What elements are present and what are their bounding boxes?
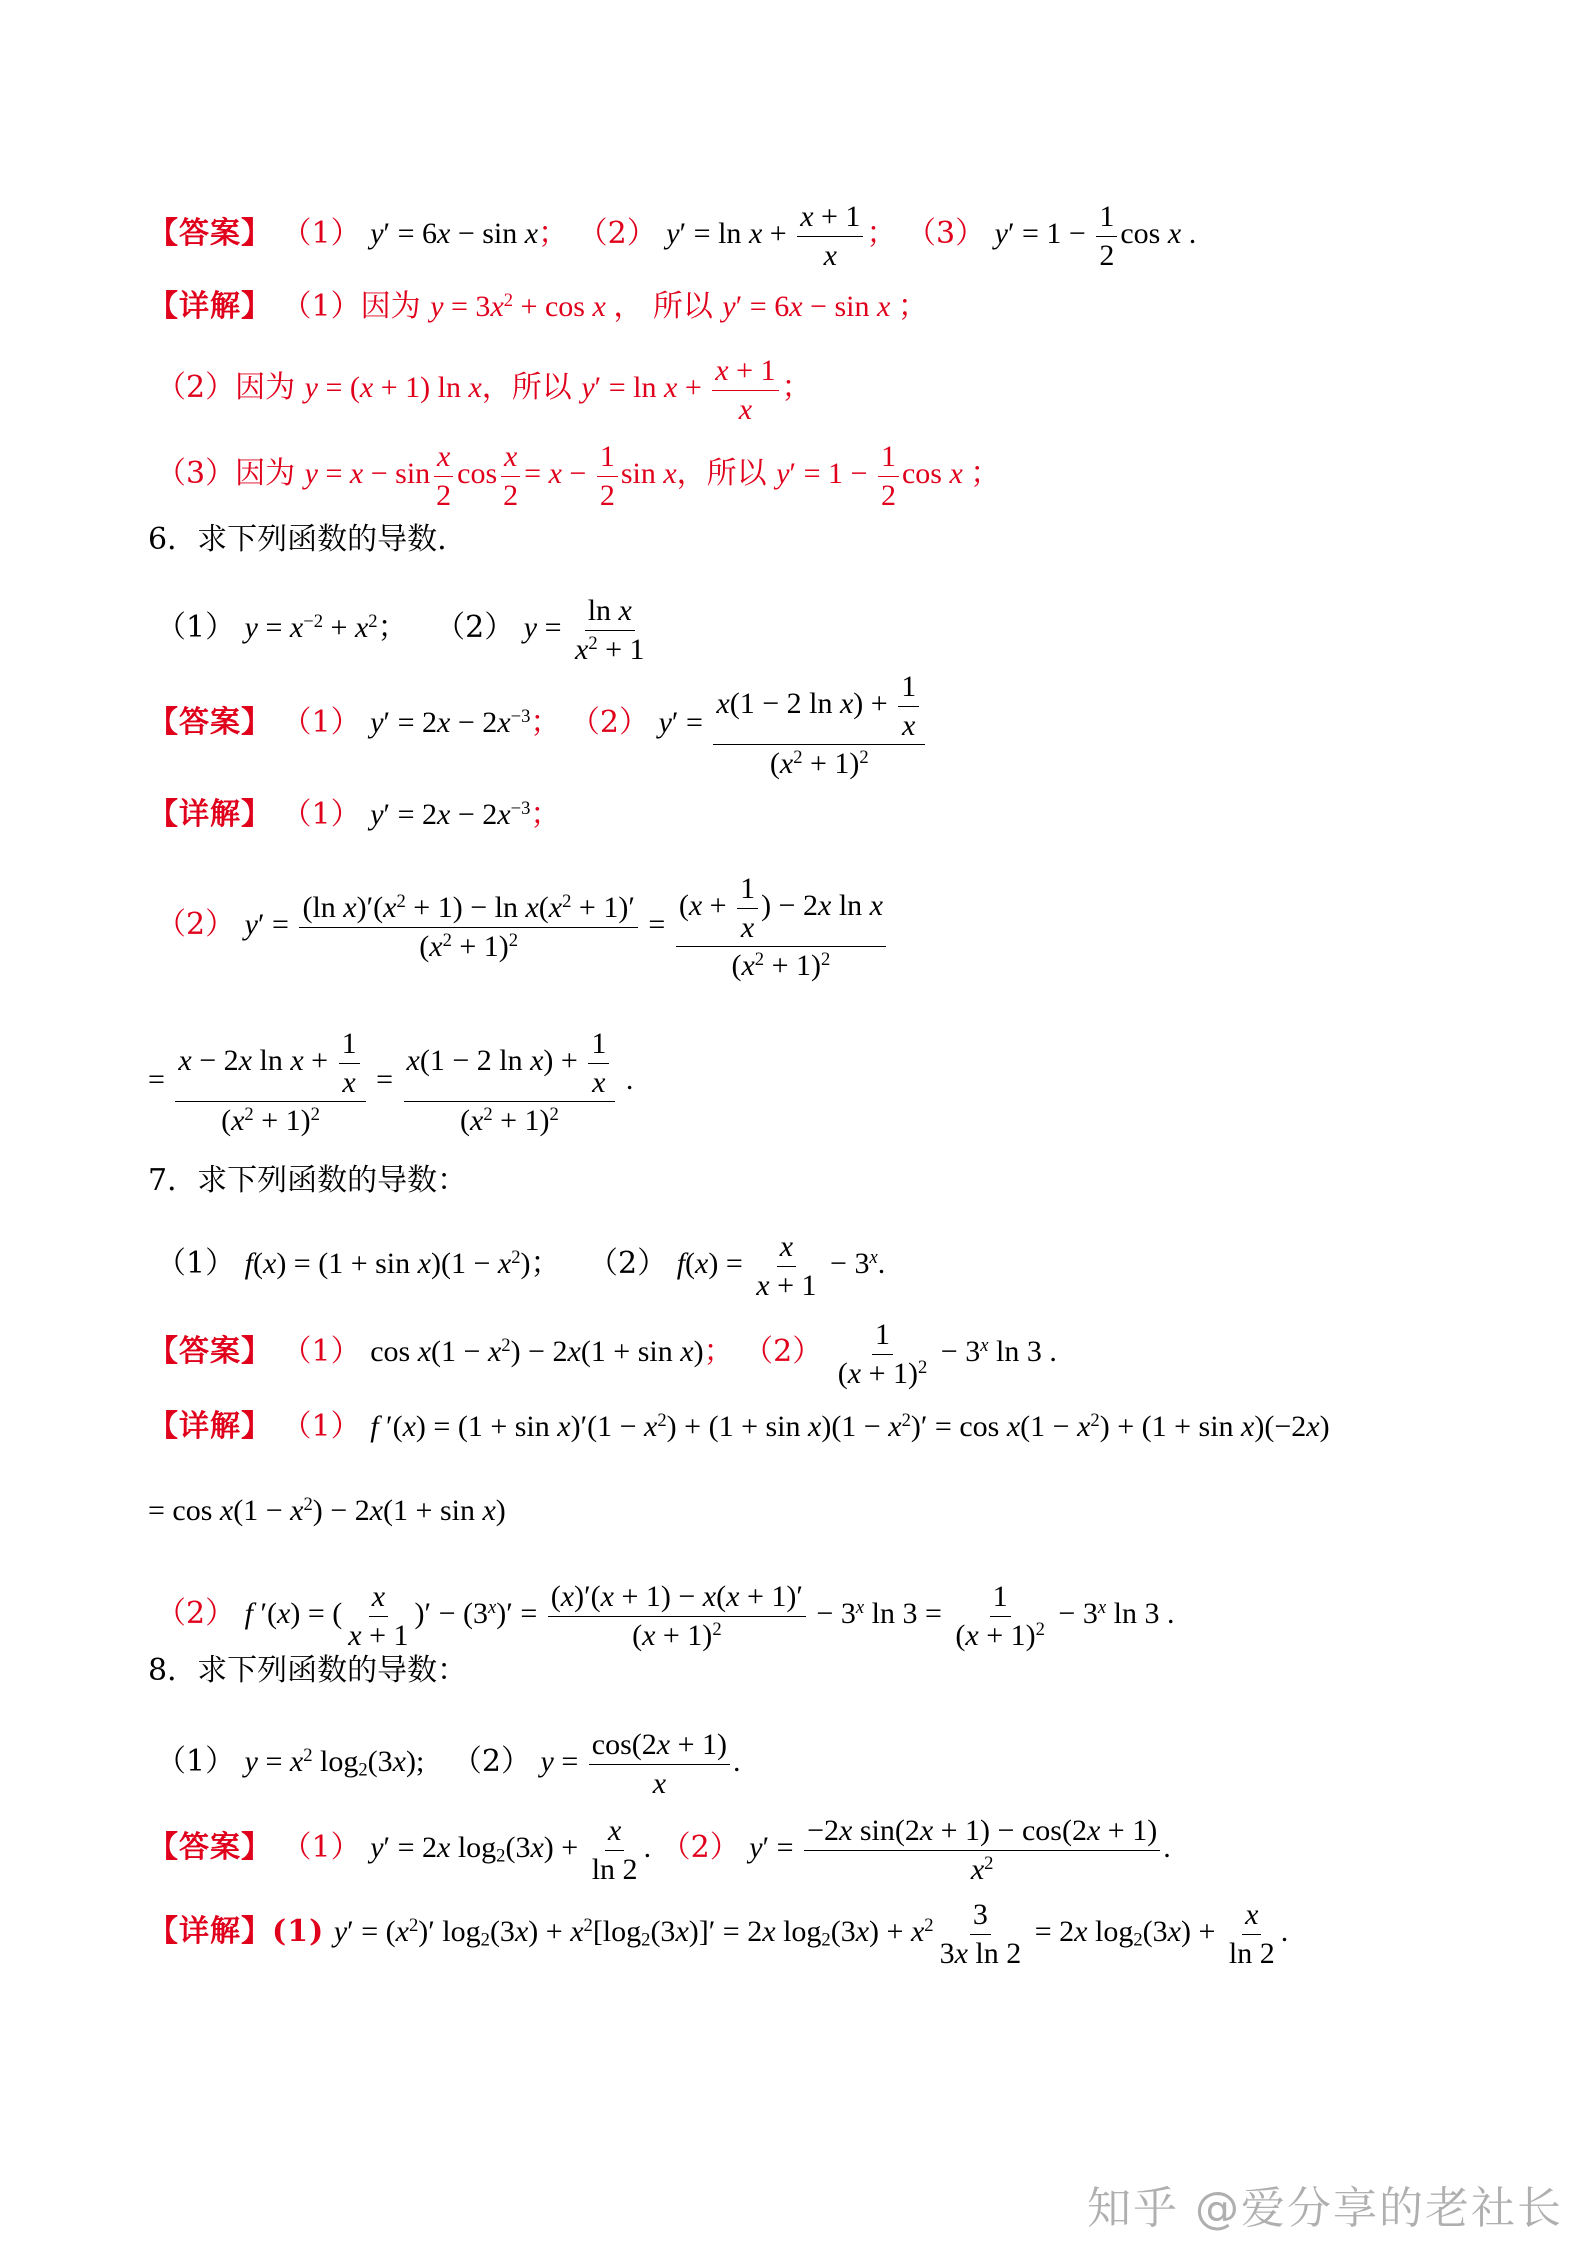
q6-detail-line-1: 【详解】 （1） $y' = 2x - 2x^{-3}$； (148, 797, 561, 832)
q6-detail-line-3: = x − 2x ln x + $\frac{1}{x}$ $(x^2 + 1)^2$ = x(1 − 2 ln x) + $\frac{1}{x}$ $(x^2 + 1)^2$ . (148, 1027, 634, 1137)
detail-label: 【详解】(1) (148, 1913, 325, 1949)
q6-problem-line: （1） $y = x^{-2} + x^2$； （2） y = $\frac{\text{ln x}}{x^2 + 1}$ (156, 594, 645, 666)
detail-label: 【详解】 (148, 1409, 272, 1444)
answer-label: 【答案】 (148, 215, 272, 251)
q7-problem-line: （1） $f(x) = (1 + \sin x)(1 - x^2)$； （2） f(x) = $\frac{x}{x + 1}$ − $3^x$. (156, 1230, 886, 1302)
q6-answer-line: 【答案】 （1） $y' = 2x - 2x^{-3}$； （2） y′ = x(1 − 2 ln x) + $\frac{1}{x}$ $(x^2 + 1)^2$ (0, 668, 1587, 783)
q7-detail-line-3: （2） f ′(x) = ( $\frac{x}{x + 1}$ )′ − $(3^x)'$ = $\frac{(x)'(x + 1) - x(x + 1)'}{(x + 1)^2}$ − $3^x$ ln 3 = $\frac{1}{(x + 1)^2}$ − $3^x$ ln 3 . (156, 1580, 1175, 1652)
q7-title: 7．求下列函数的导数： (148, 1163, 468, 1198)
q5-detail-line-1: 【详解】 （1）因为 $y = 3x^2 + \cos x$ ， 所以 y′ = 6x − sin x ； (148, 289, 928, 324)
answer-label: 【答案】 (148, 705, 272, 741)
q5-detail-line-3: （3）因为 y = x − sin $\frac{x}{2}$ cos $\frac{x}{2}$ = x − $\frac{1}{2}$ sin x，所以 y′ = 1 − $\frac{1}{2}$ cos x ； (156, 440, 1001, 512)
math-expression: y′ = 1 − $\frac{1}{2}$ cos x . (994, 200, 1197, 272)
q5-detail-line-2: （2）因为 y = (x + 1) ln x，所以 y′ = ln x + $\frac{x + 1}{x}$ ； (156, 354, 812, 426)
math-expression: y′ = 6x − sin x (370, 216, 539, 250)
answer-label: 【答案】 (148, 1829, 272, 1865)
detail-label: 【详解】 (148, 797, 272, 832)
q7-detail-line-2: = $\cos x(1 - x^2) - 2x(1 + \sin x)$ (148, 1493, 506, 1527)
q6-title: 6．求下列函数的导数. (148, 522, 447, 557)
q8-detail-line-1: 【详解】(1) $y' = (x^2)'$ $\log_2(3x) + x^2[\log_2(3x)]' = 2x$ $\log_2(3x) + x^2$ $\frac{3}{\text{3x ln 2}}$ = 2x $\log_2(3x)$ + $\frac{x}{\ln 2}$ . (148, 1898, 1289, 1970)
math-expression: y′ = ln x + $\frac{x + 1}{x}$ (666, 217, 866, 250)
q8-title: 8．求下列函数的导数： (148, 1653, 468, 1688)
q8-problem-line: （1） $y = x^2$ $\log_2(3x)$; （2） y = $\frac{\cos(2x + 1)}{x}$ . (156, 1728, 741, 1800)
answer-label: 【答案】 (148, 1333, 272, 1369)
q7-answer-line: 【答案】 （1） $\cos x(1 - x^2) - 2x(1 + \sin x)$； （2） $\frac{1}{(x + 1)^2}$ − $3^x$ ln 3 . (148, 1318, 1057, 1390)
detail-label: 【详解】 (148, 289, 272, 324)
q8-answer-line: 【答案】 （1） y′ = 2x $\log_2(3x)$ + $\frac{x}{\ln 2}$ . （2） y′ = $\frac{\text{−2x sin(2x + 1) − cos(2x + 1)}}{x^2}$ . (148, 1814, 1171, 1886)
q5-answer-line: 【答案】 （1） y′ = 6x − sin x； （2） y′ = ln x + $\frac{x + 1}{x}$ ； （3） y′ = 1 − $\frac{1}{2}$ cos x . (148, 200, 1197, 272)
zhihu-watermark: 知乎 @爱分享的老社长 (1087, 2183, 1563, 2234)
q7-detail-line-1: 【详解】 （1） f $'(x) = (1 + \sin x)'(1 - x^2) + (1 + \sin x)(1 - x^2)' = \cos x(1 - x^2) + (1 + \sin x)(-2x)$ (148, 1409, 1330, 1444)
q6-detail-line-2: （2） y′ = $\frac{(\ln x)'(x^2 + 1) - \ln x(x^2 + 1)'}{(x^2 + 1)^2}$ = (x + $\frac{1}{x}$ ) − 2x ln x $(x^2 + 1)^2$ (0, 870, 1587, 985)
